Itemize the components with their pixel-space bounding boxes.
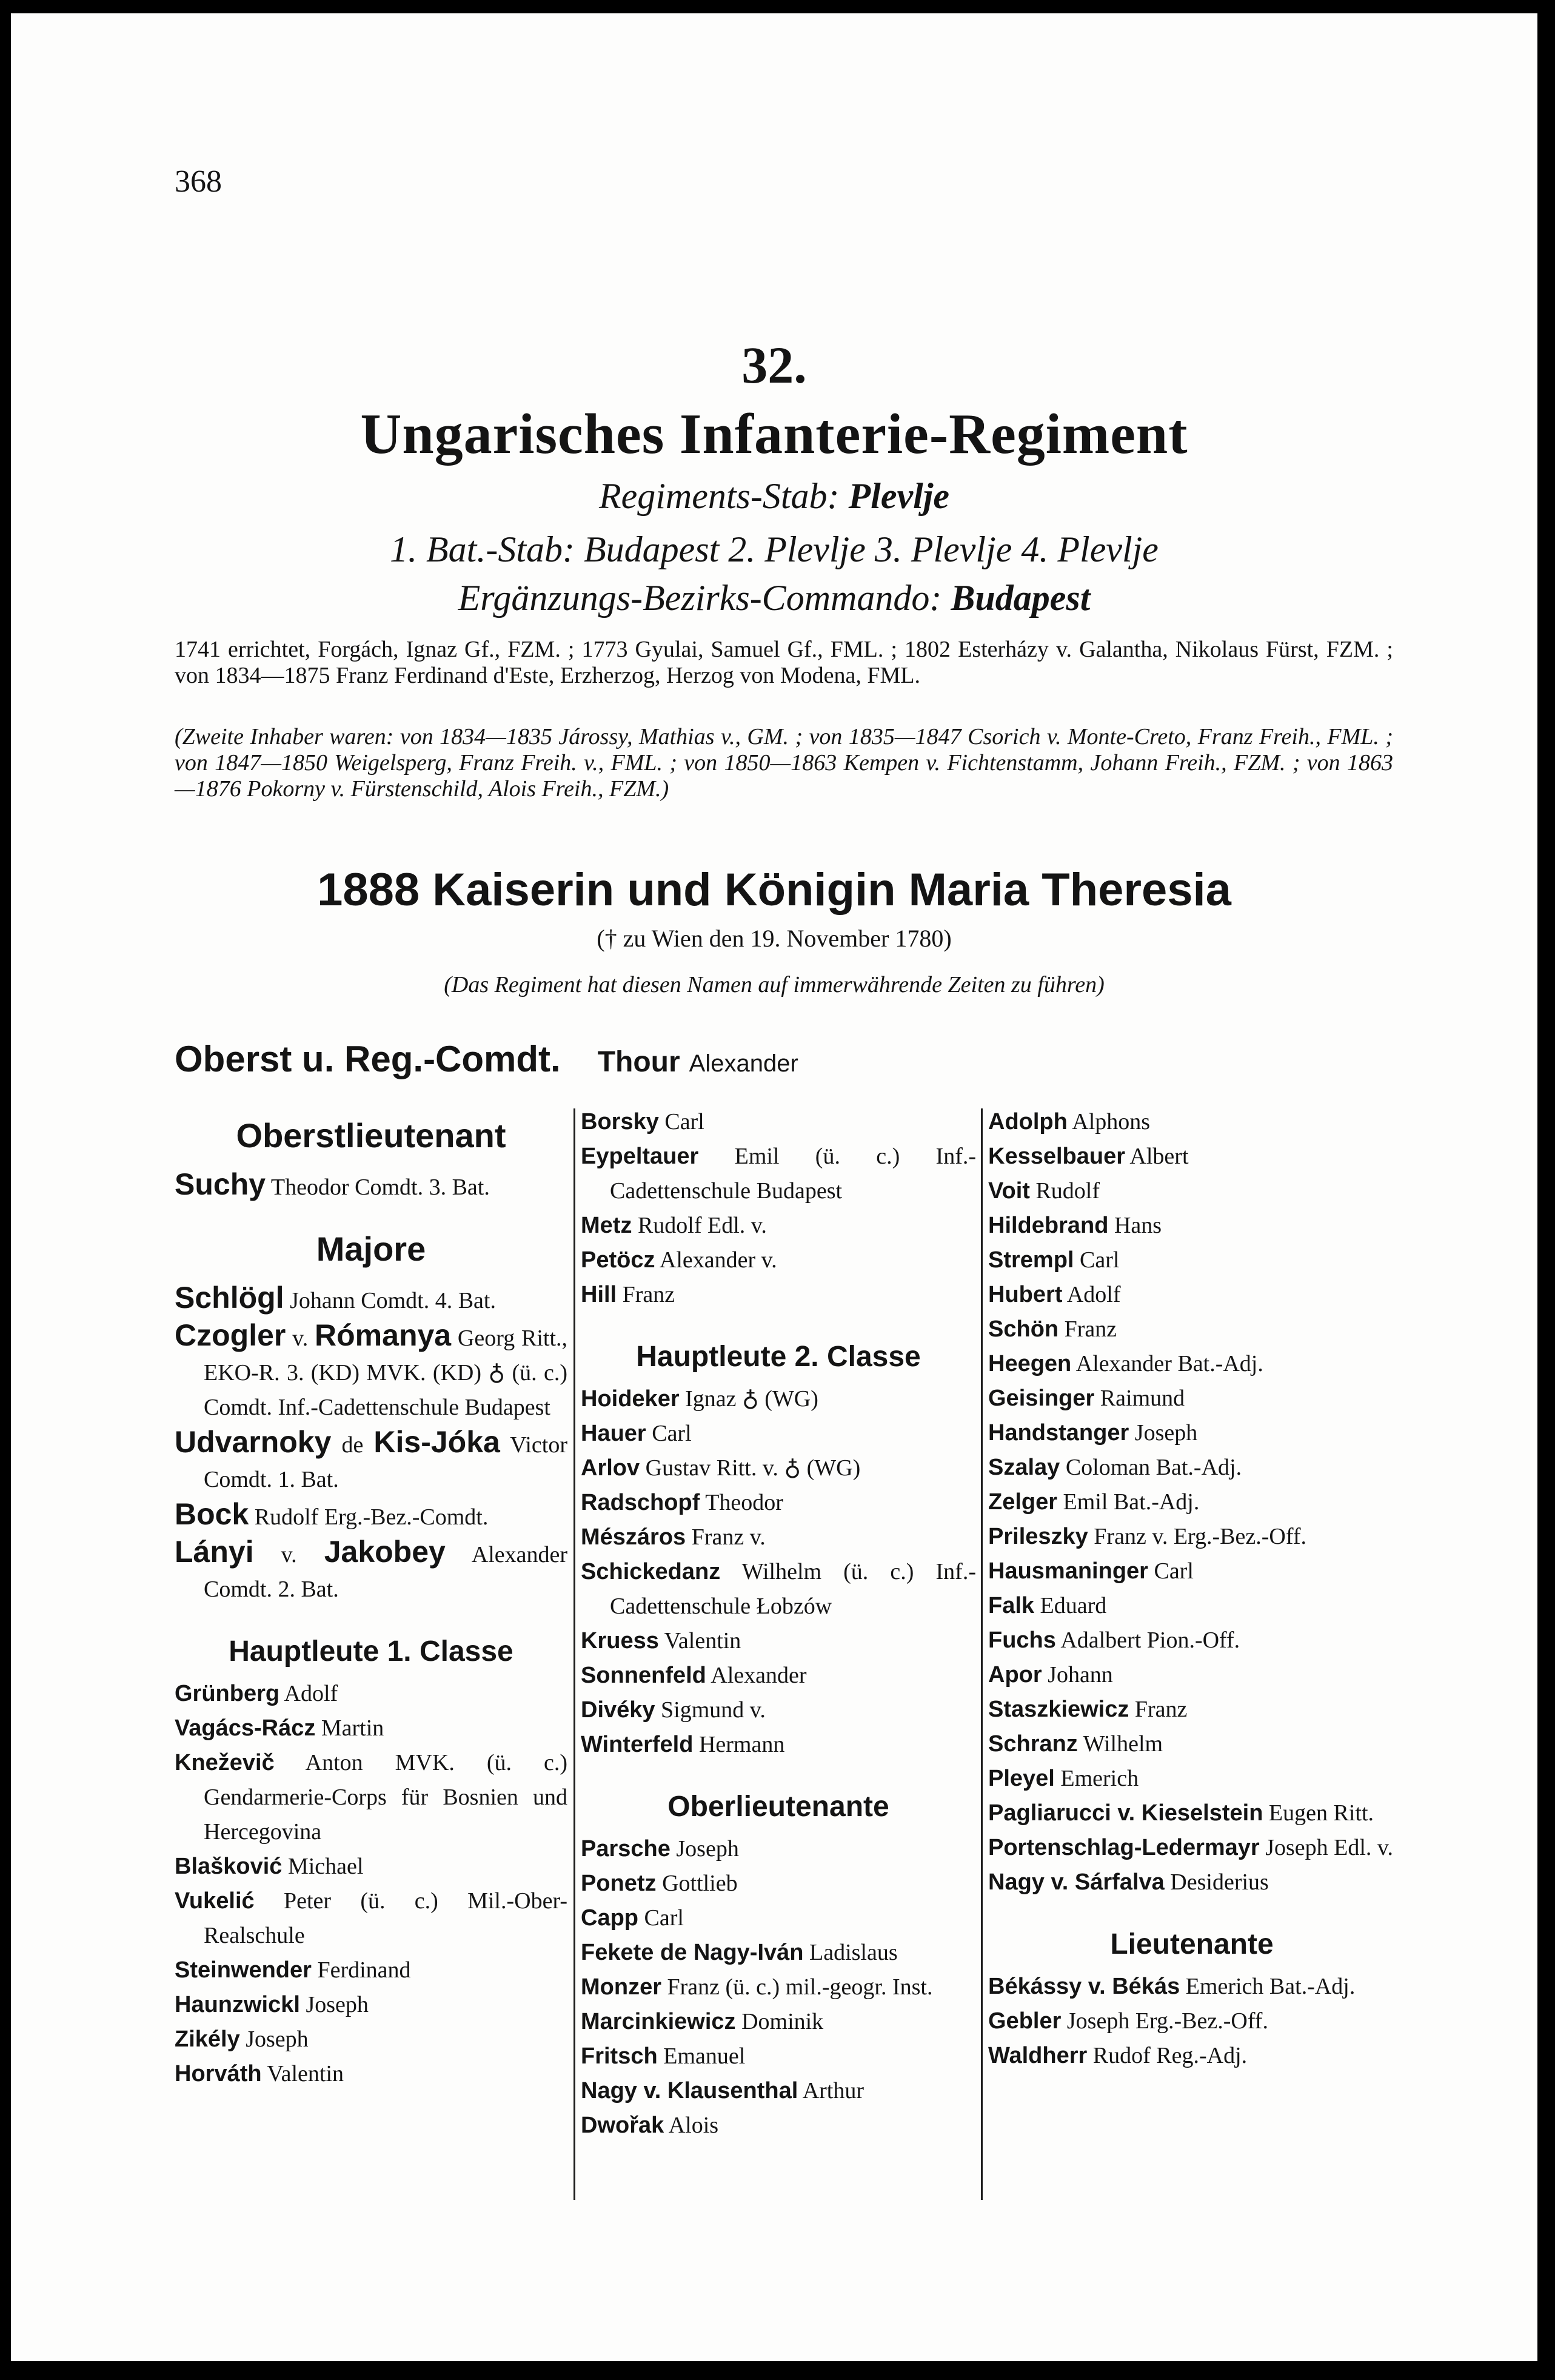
officer-entry (175, 1711, 567, 1746)
officer-details: Raimund (1100, 1386, 1185, 1411)
officer-details: Joseph Erg.-Bez.-Off. (1066, 2008, 1268, 2034)
oberst-given: Alexander (689, 1050, 798, 1077)
officer-surname: Hill (581, 1282, 617, 1307)
officer-entry (581, 2074, 976, 2108)
oberst-surname: Thour (597, 1046, 680, 1078)
second-owner-history: (Zweite Inhaber waren: von 1834—1835 Járossy, Mathias v., GM. ; von 1835—1847 Csorich v. Monte-Creto, Franz Freih., FML. ; von 1847—1850 Weigelsperg, Franz Freih. v., FML. ; von 1850—1863 Kempen v. Fichtenstamm, Johann Freih., FZM. ; von 1863—1876 Pokorny v. Fürstenschild, Alois Freih., FZM.) (175, 724, 1393, 802)
officer-surname: Bock (175, 1497, 249, 1531)
officer-entry (581, 2005, 976, 2039)
column-divider (981, 1108, 983, 2200)
officer-details: Adolf (284, 1681, 338, 1706)
officer-details: Emanuel (663, 2043, 746, 2069)
officer-entry (988, 1174, 1396, 1208)
officer-surname: Divéky (581, 1697, 655, 1723)
officer-entry (581, 1658, 976, 1693)
officer-surname: Kesselbauer (988, 1144, 1126, 1169)
officer-entry (988, 1347, 1396, 1381)
officer-surname: Geisinger (988, 1386, 1095, 1411)
officer-particle: de (341, 1432, 364, 1458)
officer-entry (581, 1728, 976, 1762)
officer-entry (988, 1969, 1396, 2004)
officer-surname: Arlov (581, 1455, 640, 1481)
officer-entry (988, 1554, 1396, 1589)
officer-details: Anton MVK. (ü. c.) Gendarmerie-Corps für Bosnien und Hercegovina (204, 1750, 567, 1845)
officer-surname: Monzer (581, 1974, 661, 2000)
officer-entry (988, 1416, 1396, 1450)
officer-entry (988, 1762, 1396, 1796)
officer-surname: Voit (988, 1178, 1030, 1204)
officer-entry (581, 1866, 976, 1901)
officer-surname: Marcinkiewicz (581, 2009, 736, 2034)
officer-surname: Petöcz (581, 1247, 655, 1273)
officer-entry (581, 1243, 976, 1278)
officer-surname: Hoideker (581, 1386, 680, 1412)
officer-entry (988, 1139, 1396, 1174)
officer-details: Valentin (267, 2061, 344, 2087)
officer-details: Carl (652, 1421, 692, 1446)
officer-entry (175, 1281, 567, 1318)
officer-details: Rudolf (1035, 1178, 1100, 1204)
officer-surname: Vagács-Rácz (175, 1715, 316, 1741)
name-motto: (Das Regiment hat diesen Namen auf immerwährende Zeiten zu führen) (444, 972, 1105, 997)
officer-details: Ferdinand (317, 1957, 411, 1983)
officer-details: Franz (ü. c.) mil.-geogr. Inst. (667, 1974, 933, 2000)
section-heading: Hauptleute 2. Classe (636, 1341, 921, 1373)
officer-entry (988, 1485, 1396, 1520)
officer-entry (581, 1555, 976, 1624)
officer-entry (581, 1208, 976, 1243)
section-heading: Lieutenante (1110, 1928, 1274, 1960)
officer-entry (988, 1796, 1396, 1831)
column-2 (581, 1105, 976, 2143)
officer-details: Eugen Ritt. (1268, 1800, 1374, 1826)
officer-surname: Portenschlag-Ledermayr (988, 1835, 1260, 1860)
officer-surname: Békássy v. Békás (988, 1974, 1180, 1999)
officer-entry (175, 1318, 567, 1425)
officer-surname: Horváth (175, 2061, 262, 2087)
officer-surname: Hildebrand (988, 1213, 1109, 1238)
officer-details: Franz v. Erg.-Bez.-Off. (1094, 1524, 1306, 1549)
officer-details: Carl (644, 1905, 684, 1931)
officer-particle: v. (292, 1326, 309, 1351)
officer-details: Alexander Bat.-Adj. (1075, 1351, 1263, 1376)
officer-surname: Fekete de Nagy-Iván (581, 1940, 804, 1965)
officer-entry (581, 1936, 976, 1970)
officer-surname: Eypeltauer (581, 1144, 699, 1169)
officer-surname: Sonnenfeld (581, 1663, 706, 1688)
officer-surname: Adolph (988, 1109, 1068, 1135)
stab-place: Plevlje (848, 476, 950, 516)
officer-surname: Nagy v. Klausenthal (581, 2078, 798, 2103)
officer-details: Gustav Ritt. v. ♁ (WG) (645, 1455, 861, 1481)
officer-surname: Hausmaninger (988, 1558, 1148, 1584)
officer-entry (988, 1589, 1396, 1623)
officer-entry (988, 1727, 1396, 1762)
officer-entry (581, 1105, 976, 1139)
officer-surname: Udvarnoky (175, 1425, 332, 1459)
officer-surname: Suchy (175, 1167, 266, 1201)
officer-surname: Gebler (988, 2008, 1062, 2034)
erganzungs-commando (11, 577, 1537, 619)
officer-surname: Capp (581, 1905, 638, 1931)
officer-details: Alexander Comdt. 2. Bat. (204, 1542, 568, 1602)
officer-surname: Strempl (988, 1247, 1074, 1273)
officer-surname: Kruess (581, 1628, 659, 1654)
officer-surname: Hubert (988, 1282, 1063, 1307)
column-3 (988, 1105, 1396, 2073)
officer-entry (988, 1658, 1396, 1692)
officer-surname: Mészáros (581, 1524, 686, 1550)
section-heading: Hauptleute 1. Classe (229, 1635, 513, 1668)
officer-details: Franz (1064, 1316, 1117, 1342)
officer-entry (175, 1953, 567, 1988)
officer-details: Adalbert Pion.-Off. (1060, 1627, 1240, 1653)
officer-details: Joseph (306, 1992, 369, 2017)
officer-details: Emil Bat.-Adj. (1063, 1489, 1200, 1515)
officer-surname: Schön (988, 1316, 1059, 1342)
officer-surname: Handstanger (988, 1420, 1129, 1446)
officer-surname: Falk (988, 1593, 1035, 1618)
officer-details: Ladislaus (809, 1940, 898, 1965)
officer-surname: Kneževič (175, 1750, 275, 1775)
officer-details: Joseph Edl. v. (1265, 1835, 1393, 1860)
regiment-number: 32. (741, 336, 807, 394)
officer-details: Martin (321, 1715, 384, 1741)
officer-entry (175, 1746, 567, 1849)
officer-surname: Waldherr (988, 2043, 1088, 2068)
erg-label: Ergänzungs-Bezirks-Commando: (458, 578, 942, 618)
officer-entry (175, 1849, 567, 1884)
officer-entry (581, 1451, 976, 1486)
officer-entry (988, 1381, 1396, 1416)
regiment-title: Ungarisches Infanterie-Regiment (360, 403, 1188, 466)
officer-details: Sigmund v. (661, 1697, 766, 1723)
officer-entry (581, 2108, 976, 2143)
officer-entry (175, 1425, 567, 1497)
officer-details: Alexander (711, 1663, 807, 1688)
officer-details: Joseph (676, 1836, 739, 1862)
officer-details: Victor Comdt. 1. Bat. (204, 1432, 567, 1492)
officer-surname: Steinwender (175, 1957, 312, 1983)
stab-label: Regiments-Stab: (598, 476, 840, 516)
officer-entry (988, 1692, 1396, 1727)
officer-details: Rudolf Erg.-Bez.-Comdt. (254, 1504, 489, 1530)
officer-details: Eduard (1040, 1593, 1107, 1618)
officer-details: Arthur (802, 2078, 864, 2103)
officer-entry (581, 1278, 976, 1312)
officer-surname: Lányi (175, 1535, 254, 1569)
officer-details: Carl (1079, 1247, 1120, 1273)
officer-details: Carl (664, 1109, 704, 1135)
officer-surname: Pleyel (988, 1766, 1055, 1791)
officer-surname: Haunzwickl (175, 1992, 300, 2017)
officer-entry (581, 1832, 976, 1866)
officer-entry (175, 2057, 567, 2091)
officer-surname: Schickedanz (581, 1559, 721, 1584)
officer-details: Coloman Bat.-Adj. (1065, 1455, 1242, 1480)
officer-surname: Hauer (581, 1421, 646, 1446)
officer-entry (581, 1901, 976, 1936)
oberst-rank: Oberst u. Reg.-Comdt. (175, 1039, 561, 1079)
officer-entry (581, 1624, 976, 1658)
officer-entry (175, 1988, 567, 2022)
officer-surname: Schranz (988, 1731, 1078, 1757)
officer-details: Hermann (698, 1732, 785, 1757)
battalion-stations: 1. Bat.-Stab: Budapest 2. Plevlje 3. Plevlje 4. Plevlje (390, 529, 1159, 569)
officer-details: Gottlieb (662, 1871, 738, 1896)
officer-surname: Zikély (175, 2026, 240, 2052)
officer-details: Emerich Bat.-Adj. (1185, 1974, 1356, 1999)
regiment-stab (11, 475, 1537, 517)
officer-entry (988, 1208, 1396, 1243)
section-heading: Majore (316, 1230, 426, 1268)
officer-entry (175, 1167, 567, 1205)
officer-surname: Czogler (175, 1318, 286, 1352)
officer-details: Alphons (1072, 1109, 1151, 1135)
officer-details: Johann Comdt. 4. Bat. (290, 1288, 496, 1313)
officer-surname-2: Rómanya (315, 1318, 452, 1352)
oberst-line (175, 1038, 798, 1081)
officer-surname: Staszkiewicz (988, 1697, 1129, 1722)
officer-surname: Borsky (581, 1109, 659, 1135)
officer-details: Carl (1154, 1558, 1194, 1584)
officer-entry (581, 1970, 976, 2005)
officer-details: Theodor (705, 1490, 783, 1515)
officer-entry (175, 1677, 567, 1711)
officer-surname: Apor (988, 1662, 1042, 1688)
officer-entry (581, 1416, 976, 1451)
officer-details: Alexander v. (659, 1247, 777, 1273)
officer-entry (988, 1865, 1396, 1900)
officer-surname-2: Jakobey (324, 1535, 446, 1569)
officer-surname: Winterfeld (581, 1732, 694, 1757)
officer-surname: Pagliarucci v. Kieselstein (988, 1800, 1263, 1826)
page-number: 368 (175, 164, 222, 199)
officer-surname: Dwořak (581, 2113, 664, 2138)
officer-entry (581, 1693, 976, 1728)
officer-entry (988, 1450, 1396, 1485)
officer-entry (581, 1382, 976, 1416)
officer-particle: v. (281, 1542, 297, 1567)
officer-details: Franz (622, 1282, 675, 1307)
column-1 (175, 1105, 567, 2091)
officer-surname: Heegen (988, 1351, 1072, 1376)
officer-surname: Fuchs (988, 1627, 1056, 1653)
officer-details: Joseph (1134, 1420, 1198, 1446)
officer-entry (175, 2022, 567, 2057)
officer-details: Hans (1114, 1213, 1162, 1238)
officer-entry (988, 1831, 1396, 1865)
officer-entry (988, 1278, 1396, 1312)
officer-details: Peter (ü. c.) Mil.-Ober-Realschule (204, 1888, 568, 1948)
officer-entry (988, 1520, 1396, 1554)
officer-details: Alois (668, 2113, 719, 2138)
officer-surname: Zelger (988, 1489, 1058, 1515)
owner-history: 1741 errichtet, Forgách, Ignaz Gf., FZM. ; 1773 Gyulai, Samuel Gf., FML. ; 1802 Esterházy v. Galantha, Nikolaus Fürst, FZM. ; von 1834—1875 Franz Ferdinand d'Este, Erzherzog, Herzog von Modena, FML. (175, 637, 1393, 688)
officer-surname-2: Kis-Jóka (373, 1425, 500, 1459)
officer-entry (581, 1520, 976, 1555)
officer-entry (581, 2039, 976, 2074)
officer-surname: Vukelić (175, 1888, 255, 1914)
erg-place: Budapest (951, 578, 1091, 618)
officer-surname: Nagy v. Sárfalva (988, 1869, 1165, 1895)
officer-details: Rudolf Edl. v. (637, 1213, 767, 1238)
document-page (11, 13, 1537, 2361)
officer-details: Theodor Comdt. 3. Bat. (270, 1175, 490, 1200)
officer-details: Albert (1129, 1144, 1189, 1169)
officer-entry (988, 1243, 1396, 1278)
officer-details: Emil (ü. c.) Inf.-Cadettenschule Budapest (610, 1144, 976, 1204)
officer-surname: Schlögl (175, 1281, 284, 1315)
officer-surname: Szalay (988, 1455, 1060, 1480)
officer-details: Dominik (741, 2009, 824, 2034)
officer-surname: Metz (581, 1213, 632, 1238)
regiment-name-title: 1888 Kaiserin und Königin Maria Theresia (317, 864, 1231, 916)
officer-surname: Parsche (581, 1836, 670, 1862)
officer-entry (581, 1139, 976, 1208)
officer-entry (581, 1486, 976, 1520)
officer-details: Desiderius (1170, 1869, 1269, 1895)
officer-entry (175, 1497, 567, 1535)
officer-entry (175, 1535, 567, 1607)
officer-entry (988, 1105, 1396, 1139)
officer-details: Emerich (1060, 1766, 1139, 1791)
officer-details: Joseph (246, 2026, 309, 2052)
officer-details: Georg Ritt., EKO-R. 3. (KD) MVK. (KD) ♁ (ü. c.) Comdt. Inf.-Cadettenschule Budapest (204, 1326, 568, 1420)
officer-details: Michael (287, 1854, 364, 1879)
officer-entry (988, 2004, 1396, 2039)
officer-surname: Radschopf (581, 1490, 700, 1515)
officer-details: Franz (1134, 1697, 1188, 1722)
officer-details: Franz v. (691, 1524, 766, 1550)
officer-entry (988, 1312, 1396, 1347)
section-heading: Oberstlieutenant (236, 1116, 506, 1155)
officer-surname: Blašković (175, 1854, 283, 1879)
officer-surname: Fritsch (581, 2043, 658, 2069)
officer-entry (988, 1623, 1396, 1658)
officer-surname: Ponetz (581, 1871, 657, 1896)
officer-details: Johann (1048, 1662, 1113, 1688)
officer-details: Adolf (1066, 1282, 1121, 1307)
officer-details: Wilhelm (ü. c.) Inf.-Cadettenschule Łobzów (610, 1559, 976, 1619)
officer-details: Ignaz ♁ (WG) (685, 1386, 818, 1412)
death-note: († zu Wien den 19. November 1780) (597, 925, 952, 952)
column-divider (574, 1108, 575, 2200)
officer-details: Wilhelm (1083, 1731, 1163, 1757)
section-heading: Oberlieutenante (667, 1791, 889, 1823)
officer-entry (175, 1884, 567, 1953)
officer-details: Rudof Reg.-Adj. (1092, 2043, 1248, 2068)
officer-entry (988, 2039, 1396, 2073)
officer-surname: Grünberg (175, 1681, 280, 1706)
officer-details: Valentin (664, 1628, 741, 1654)
officer-surname: Prileszky (988, 1524, 1088, 1549)
